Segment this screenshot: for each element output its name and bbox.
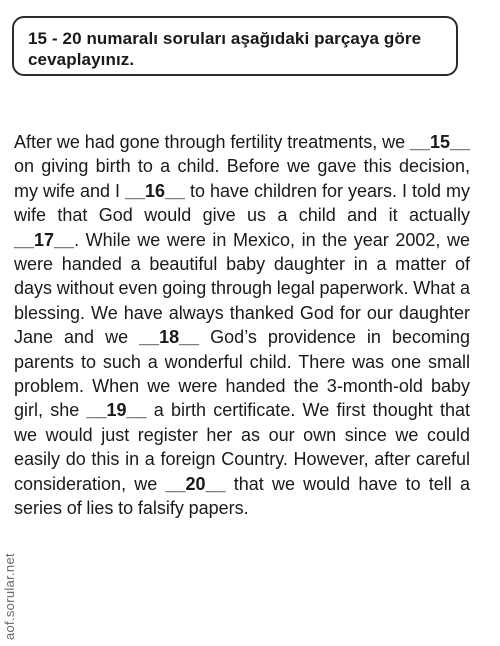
instruction-box [12,16,458,76]
instruction-text: 15 - 20 numaralı soruları aşağıdaki parçaya göre cevaplayınız. [28,29,422,69]
passage-segment: to have children for years. I told my wife that God would give us a child and it actually [14,180,471,226]
passage-segment: God’s providence in becoming parents to such a wonderful child. There was one small problem. When we were handed the 3-month-old baby girl, she [14,327,470,421]
passage-segment: . While we were in Mexico, in the year 2002, we were handed a beautiful baby daughter in a matter of days without even going through legal paperwork. What a blessing. We have always thanked God for our daughter Jane and we [14,229,470,348]
passage-segment: that we would have to tell a series of lies to falsify papers. [14,473,470,519]
blank-18: __18__ [139,327,200,348]
reading-passage [14,130,470,521]
blank-15: __15__ [409,132,470,152]
blank-19: __19__ [86,400,147,421]
passage-segment: After we had gone through fertility treatments, we [14,132,410,152]
passage-segment: a birth certificate. We first thought that we would just register her as our own since we could easily do this in a foreign Country. However, after careful consideration, we [14,400,470,494]
blank-17: __17__ [14,229,75,250]
passage-segment: on giving birth to a child. Before we gave this decision, my wife and I [14,156,470,201]
blank-16: __16__ [124,180,186,201]
side-watermark: aof.sorular.net [2,553,17,640]
blank-20: __20__ [165,473,226,494]
